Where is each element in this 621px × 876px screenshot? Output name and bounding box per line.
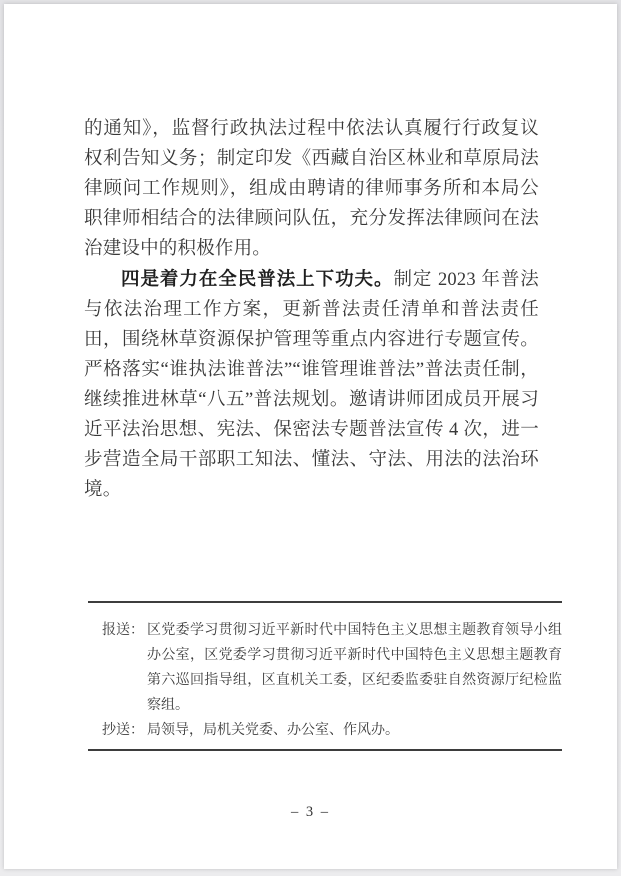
baosong-label: 报送：: [102, 623, 144, 638]
chaosong-label: 抄送：: [102, 723, 144, 738]
document-page: [4, 4, 617, 869]
paragraph-four-body: 制定 2023 年普法与依法治理工作方案，更新普法责任清单和普法责任田，围绕林草资源保护管理等重点内容进行专题宣传。严格落实“谁执法谁普法”“谁管理谁普法”普法责任制，继续推进林草“八五”普法规划。邀请讲师团成员开展习近平法治思想、宪法、保密法专题普法宣传 4 次，进一步营造全局干部职工知法、懂法、守法、用法的法治环境。: [84, 270, 539, 500]
page-number: – 3 –: [291, 804, 330, 820]
document-footer: [88, 601, 562, 751]
baosong-text: 区党委学习贯彻习近平新时代中国特色主义思想主题教育领导小组办公室，区党委学习贯彻习近平新时代中国特色主义思想主题教育第六巡回指导组，区直机关工委，区纪委监委驻自然资源厅纪检监察组。: [147, 623, 562, 713]
paragraph-continuation: 的通知》，监督行政执法过程中依法认真履行行政复议权利告知义务；制定印发《西藏自治区林业和草原局法律顾问工作规则》，组成由聘请的律师事务所和本局公职律师相结合的法律顾问队伍，充分发挥法律顾问在法治建设中的积极作用。: [84, 119, 539, 259]
footer-bottom-rule: [88, 749, 562, 751]
document-body: [84, 114, 539, 505]
baosong-entry: [88, 618, 562, 718]
chaosong-entry: [88, 718, 562, 743]
paragraph-four-lead: 四是着力在全民普法上下功夫。: [121, 268, 394, 289]
paragraph-four: [84, 264, 539, 505]
chaosong-text: 局领导，局机关党委、办公室、作风办。: [147, 723, 399, 738]
footer-top-rule: [88, 601, 562, 603]
